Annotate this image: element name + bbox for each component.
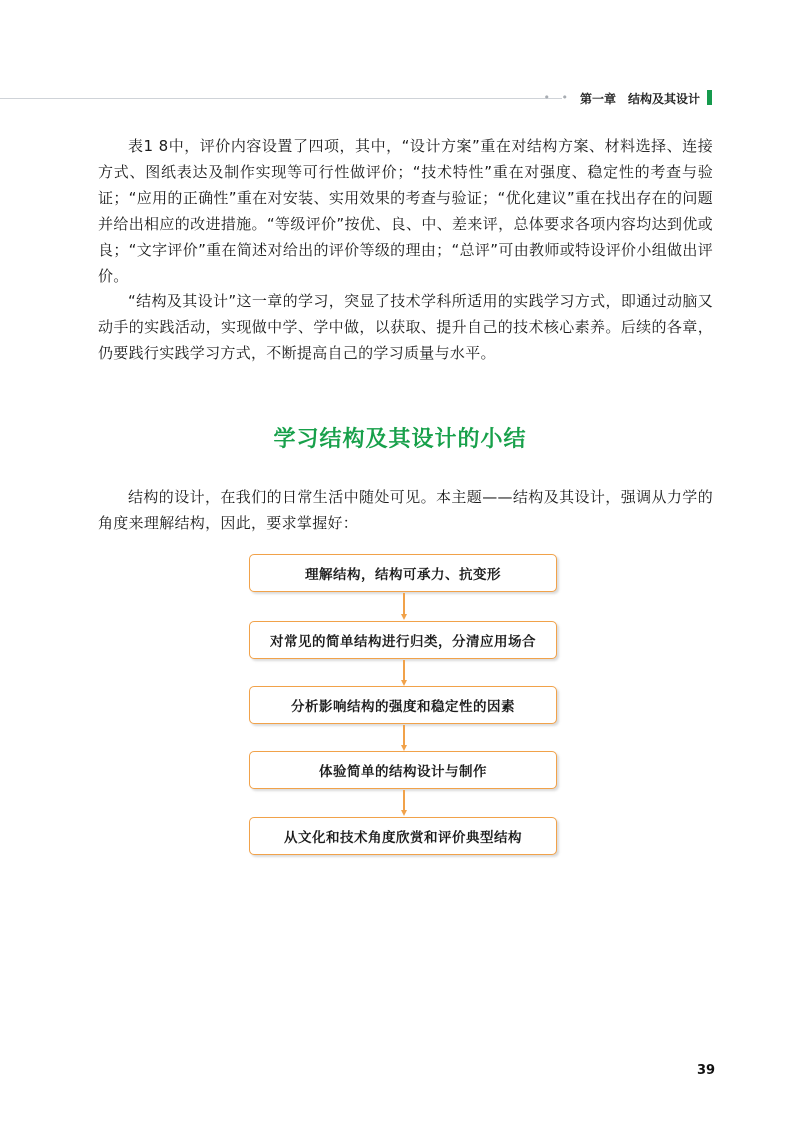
page-number: 39	[697, 1063, 716, 1078]
body-paragraph-1: 表1 8中，评价内容设置了四项，其中，“设计方案”重在对结构方案、材料选择、连接方式、图纸表达及制作实现等可行性做评价；“技术特性”重在对强度、稳定性的考查与验证；“应用的正确性”重在对安装、实用效果的考查与验证；“优化建议”重在找出存在的问题并给出相应的改进措施。“等级评价”按优、良、中、差来评，总体要求各项内容均达到优或良；“文字评价”重在简述对给出的评价等级的理由；“总评”可由教师或特设评价小组做出评价。	[98, 137, 713, 285]
flow-arrow-3	[401, 725, 407, 751]
header-title	[580, 90, 700, 107]
flow-arrow-4	[401, 790, 407, 816]
flow-arrow-2	[401, 660, 407, 686]
header-green-bar	[707, 90, 712, 105]
header-chapter-title: 结构及其设计	[628, 92, 701, 106]
section-title: 学习结构及其设计的小结	[273, 427, 527, 452]
header-dots: • •	[543, 91, 572, 104]
header-chapter: 第一章	[580, 92, 617, 106]
flow-step-3: 分析影响结构的强度和稳定性的因素	[249, 686, 557, 724]
flow-arrow-1	[401, 593, 407, 620]
flow-step-2: 对常见的简单结构进行归类，分清应用场合	[249, 621, 557, 659]
body-paragraph-2: “结构及其设计”这一章的学习，突显了技术学科所适用的实践学习方式，即通过动脑又动手的实践活动，实现做中学、学中做，以获取、提升自己的技术核心素养。后续的各章，仍要践行实践学习方式，不断提高自己的学习质量与水平。	[98, 292, 713, 362]
flow-step-1: 理解结构，结构可承力、抗变形	[249, 554, 557, 592]
running-header	[0, 86, 800, 110]
header-rule	[0, 98, 562, 99]
flow-step-4: 体验简单的结构设计与制作	[249, 751, 557, 789]
flow-step-5: 从文化和技术角度欣赏和评价典型结构	[249, 817, 557, 855]
summary-intro: 结构的设计，在我们的日常生活中随处可见。本主题——结构及其设计，强调从力学的角度来理解结构，因此，要求掌握好：	[98, 488, 713, 532]
